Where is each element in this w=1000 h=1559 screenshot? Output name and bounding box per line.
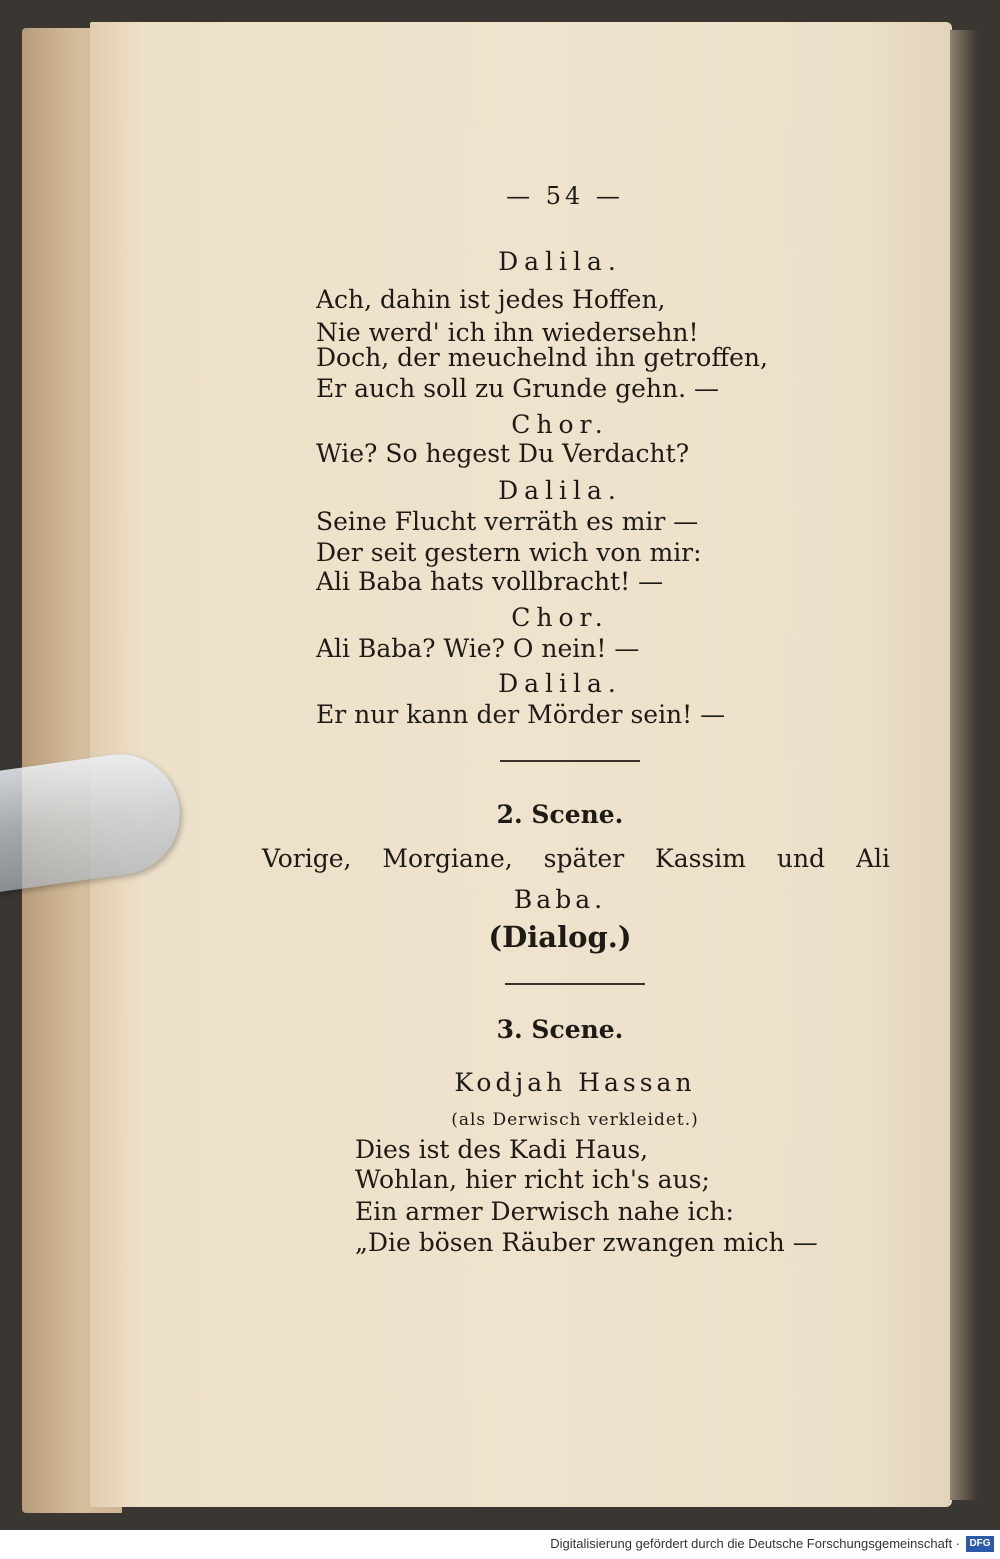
verse-line: Ali Baba hats vollbracht! — [316,567,664,596]
scene-2-note: (Dialog.) [488,920,632,954]
cast-word: und [776,844,826,873]
cast-word: Ali [855,844,890,873]
dfg-logo: DFG [966,1536,994,1552]
speaker-chor-2: Chor. [511,603,609,632]
cast-word: später [543,844,625,873]
stage-direction: (als Derwisch verkleidet.) [451,1110,699,1130]
section-divider [500,760,640,762]
cast-word: Morgiane, [382,844,513,873]
speaker-dalila-1: Dalila. [498,247,622,276]
verse-line: Nie werd' ich ihn wiedersehn! [316,318,699,347]
verse-line: Ali Baba? Wie? O nein! — [316,634,640,663]
speaker-kodjah-hassan: Kodjah Hassan [454,1068,696,1097]
verse-line: Seine Flucht verräth es mir — [316,507,699,536]
speaker-dalila-2: Dalila. [498,476,622,505]
speaker-chor-1: Chor. [511,410,609,439]
speaker-dalila-3: Dalila. [498,669,622,698]
page-number: — 54 — [506,182,624,210]
scene-2-cast-line-2: Baba. [513,885,607,914]
verse-line: Wie? So hegest Du Verdacht? [316,439,690,468]
verse-line: Wohlan, hier richt ich's aus; [355,1165,710,1194]
page-gutter-shadow [950,30,978,1500]
verse-line: Dies ist des Kadi Haus, [355,1135,649,1164]
verse-line: Ein armer Derwisch nahe ich: [355,1197,734,1226]
scene-2-title: 2. Scene. [496,800,624,829]
cast-word: Vorige, [262,844,352,873]
scene-2-cast-line [262,842,890,875]
verse-line: Ach, dahin ist jedes Hoffen, [316,285,666,314]
verse-line: Er auch soll zu Grunde gehn. — [316,374,720,403]
verse-line: „Die bösen Räuber zwangen mich — [355,1228,818,1257]
footer-bar [0,1530,1000,1559]
verse-line: Der seit gestern wich von mir: [316,538,702,567]
scene-3-title: 3. Scene. [496,1015,624,1044]
verse-line: Doch, der meuchelnd ihn getroffen, [316,343,768,372]
cast-word: Kassim [655,844,746,873]
verse-line: Er nur kann der Mörder sein! — [316,700,726,729]
funding-credit: Digitalisierung gefördert durch die Deutsche Forschungsgemeinschaft · [550,1536,960,1551]
section-divider [505,983,645,985]
